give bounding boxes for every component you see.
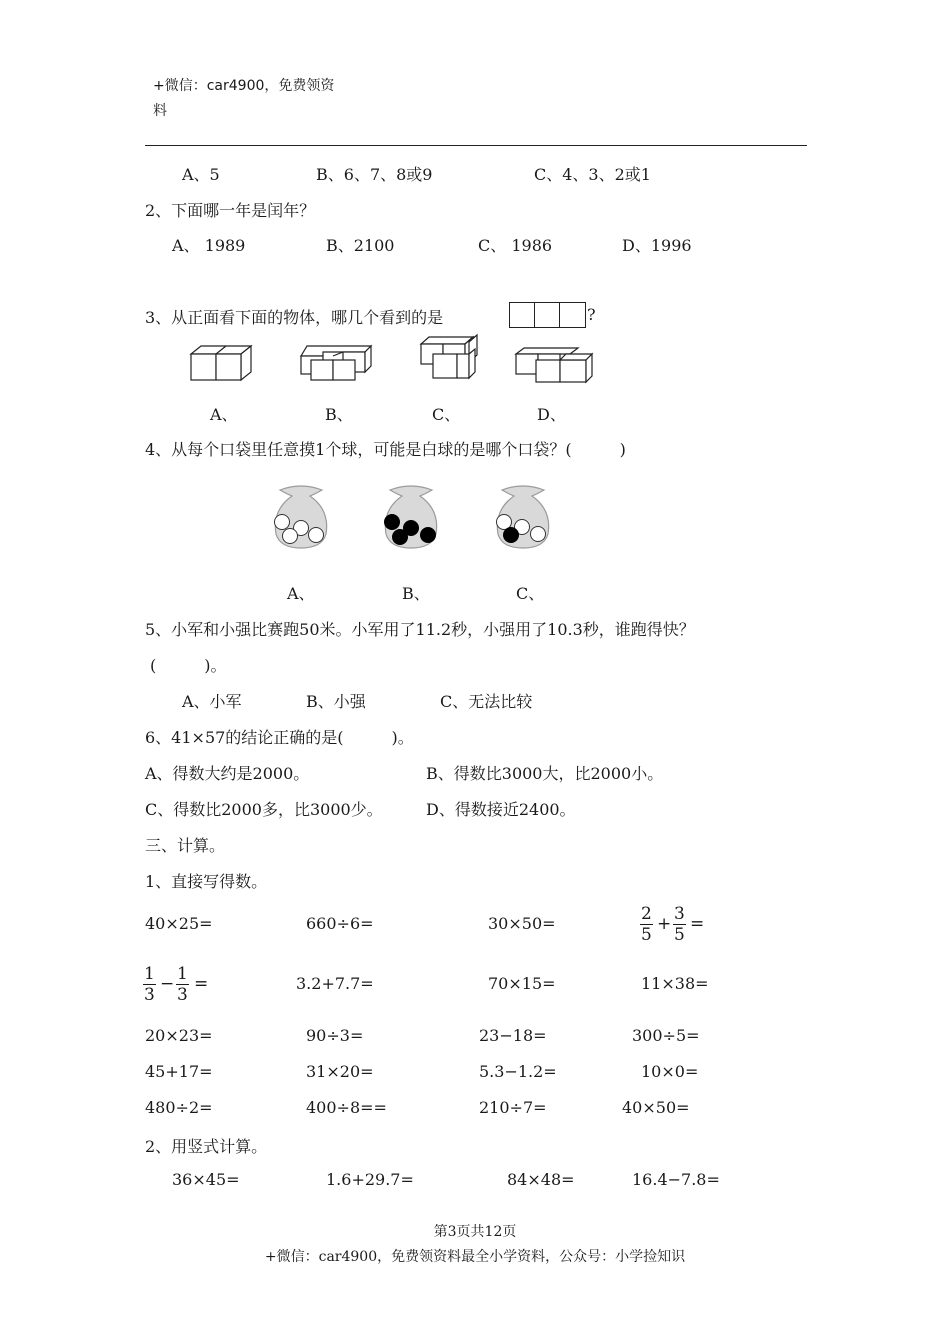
calc-r1-c4-frac-a [640,904,653,945]
q5-option-a: A、小军 [182,692,242,711]
q3-figure-c [415,332,495,384]
calc-r4-c3: 5.3−1.2= [479,1062,557,1081]
calc-r2-c1-equals: = [194,974,209,994]
q5-option-b: B、小强 [306,692,366,711]
calc-r6-c2: 1.6+29.7= [326,1170,414,1189]
q1-option-c: C、4、3、2或1 [534,165,651,184]
q4-bag-c [490,482,556,550]
q3-stem-suffix: ? [587,305,596,324]
q3-label-d: D、 [537,405,566,424]
frac-denominator: 3 [177,985,188,1005]
calc-r2-c1-frac-b [176,964,189,1005]
page-number: 第3页共12页 [433,1224,517,1240]
calc-r3-c1: 20×23= [145,1026,213,1045]
q3-figure-a [185,338,265,386]
q3-figure-b [295,338,380,386]
calc-r1-c3: 30×50= [488,914,556,933]
q5-stem: 5、小军和小强比赛跑50米。小军用了11.2秒，小强用了10.3秒，谁跑得快？ [145,620,695,639]
calc-r5-c3: 210÷7= [479,1098,547,1117]
q4-label-c: C、 [516,584,545,603]
calc-r2-c4: 11×38= [641,974,709,993]
q4-bag-b [378,482,444,550]
footer-ad: +微信：car4900，免费领资料最全小学资料，公众号：小学捡知识 [264,1249,686,1265]
q6-option-b: B、得数比3000大，比2000小。 [426,764,664,783]
calc-r5-c1: 480÷2= [145,1098,213,1117]
frac-numerator: 2 [641,904,652,924]
calc-r4-c4: 10×0= [641,1062,699,1081]
q6-option-c: C、得数比2000多，比3000少。 [145,800,383,819]
q2-option-b: B、2100 [326,236,395,255]
q6-stem: 6、41×57的结论正确的是( )。 [145,728,414,747]
frac-numerator: 3 [674,904,685,924]
calc-r2-c1-frac-a [143,964,156,1005]
calc-r1-c1: 40×25= [145,914,213,933]
q6-option-d: D、得数接近2400。 [426,800,576,819]
calc-r1-c4-operator: + [657,914,672,934]
q3-figure-d [510,340,600,386]
calc-r3-c3: 23−18= [479,1026,547,1045]
q4-label-a: A、 [287,584,315,603]
frac-numerator: 1 [177,964,188,984]
header-line-1: +微信：car4900，免费领资 [153,78,335,94]
calc-r5-c4: 40×50= [622,1098,690,1117]
calc-r4-c2: 31×20= [306,1062,374,1081]
q3-label-a: A、 [210,405,238,424]
q3-front-view-box [509,302,586,328]
frac-numerator: 1 [144,964,155,984]
frac-denominator: 3 [144,985,155,1005]
header-divider [145,145,807,146]
calc-r5-c2: 400÷8== [306,1098,387,1117]
frac-denominator: 5 [674,925,685,945]
frac-denominator: 5 [641,925,652,945]
calc-r6-c3: 84×48= [507,1170,575,1189]
calc-r1-c4-frac-b [673,904,686,945]
q4-bag-a [268,482,334,550]
q3-label-c: C、 [432,405,461,424]
header-line-2: 料 [153,103,167,119]
calc-r2-c2: 3.2+7.7= [296,974,374,993]
section3-part1-title: 1、直接写得数。 [145,872,268,891]
q4-label-b: B、 [402,584,430,603]
q5-answer-blank: ( )。 [150,656,227,675]
q2-stem: 2、下面哪一年是闰年？ [145,201,316,220]
calc-r6-c1: 36×45= [172,1170,240,1189]
calc-r3-c2: 90÷3= [306,1026,364,1045]
calc-r6-c4: 16.4−7.8= [632,1170,720,1189]
calc-r1-c2: 660÷6= [306,914,374,933]
q1-option-a: A、5 [182,165,220,184]
q2-option-c: C、 1986 [478,236,553,255]
calc-r3-c4: 300÷5= [632,1026,700,1045]
calc-r2-c3: 70×15= [488,974,556,993]
q5-option-c: C、无法比较 [440,692,533,711]
calc-r4-c1: 45+17= [145,1062,213,1081]
q2-option-a: A、 1989 [172,236,246,255]
q2-option-d: D、1996 [622,236,692,255]
q1-option-b: B、6、7、8或9 [316,165,433,184]
q3-label-b: B、 [325,405,353,424]
calc-r2-c1-operator: − [160,974,175,994]
q4-stem: 4、从每个口袋里任意摸1个球，可能是白球的是哪个口袋？( ) [145,440,626,459]
q6-option-a: A、得数大约是2000。 [145,764,310,783]
section3-title: 三、计算。 [145,836,226,855]
q3-stem: 3、从正面看下面的物体，哪几个看到的是 [145,308,444,327]
calc-r1-c4-equals: = [690,914,705,934]
section3-part2-title: 2、用竖式计算。 [145,1137,268,1156]
